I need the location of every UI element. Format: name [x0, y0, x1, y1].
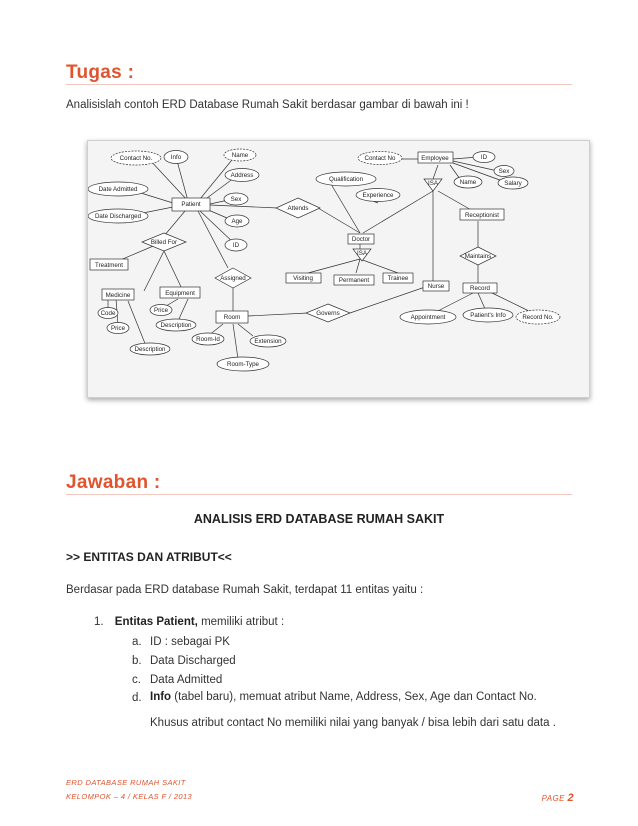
erd-medicine: Medicine [105, 292, 131, 299]
jawaban-heading: Jawaban : [66, 472, 161, 493]
erd-contact-no: Contact No. [119, 155, 153, 162]
erd-isa-employee: ISA [428, 180, 438, 187]
erd-sex: Sex [230, 196, 242, 203]
sub-item-d-line1: (tabel baru), memuat atribut Name, Address, Sex, Age dan Contact No. [171, 691, 537, 703]
erd-attends: Attends [287, 205, 309, 212]
heading-divider [66, 84, 572, 85]
erd-age: Age [231, 218, 243, 225]
erd-svg [88, 141, 589, 397]
intro-text: Berdasar pada ERD database Rumah Sakit, terdapat 11 entitas yaitu : [66, 584, 424, 596]
tugas-heading: Tugas : [66, 62, 135, 83]
erd-id-employee: ID [480, 154, 488, 161]
sub-item-b [132, 655, 236, 667]
erd-appointment: Appointment [410, 314, 446, 321]
erd-extension: Extension [254, 338, 282, 345]
erd-trainee: Trainee [387, 275, 409, 282]
erd-contact-no-employee: Contact No [364, 155, 396, 162]
erd-name: Name [231, 152, 249, 159]
sub-item-b-text: Data Discharged [150, 655, 236, 667]
sub-item-d-line2: Khusus atribut contact No memiliki nilai yang banyak / bisa lebih dari satu data . [150, 717, 556, 729]
erd-isa-doctor: ISA [357, 250, 367, 257]
list-item-1-rest: memiliki atribut : [197, 616, 285, 628]
erd-billed-for: Billed For [150, 239, 178, 246]
instruction-text: Analisislah contoh ERD Database Rumah Sakit berdasar gambar di bawah ini ! [66, 99, 469, 111]
sub-item-c [132, 674, 222, 686]
erd-doctor: Doctor [351, 236, 371, 243]
list-item-1-number: 1. [94, 616, 104, 628]
sub-item-c-text: Data Admitted [150, 674, 223, 686]
jawaban-divider [66, 494, 572, 495]
page-number-value: 2 [567, 792, 574, 804]
erd-info: Info [170, 154, 182, 161]
erd-visiting: Visiting [293, 275, 313, 282]
erd-price-equipment: Price [153, 307, 169, 314]
erd-nurse: Nurse [427, 283, 445, 290]
erd-date-discharged: Date Discharged [94, 213, 142, 220]
erd-maintains: Maintains [464, 253, 492, 260]
erd-id: ID [232, 242, 240, 249]
erd-description-medicine: Description [134, 346, 166, 353]
erd-address: Address [230, 172, 254, 179]
erd-patient: Patient [181, 201, 201, 208]
list-item-1 [94, 616, 284, 628]
sub-item-c-letter: c. [132, 674, 141, 686]
erd-equipment: Equipment [165, 290, 195, 297]
sub-item-a-text: ID : sebagai PK [150, 636, 230, 648]
erd-price-medicine: Price [110, 325, 126, 332]
erd-receptionist: Receptionist [464, 212, 500, 219]
erd-salary: Salary [504, 180, 522, 187]
erd-assigned: Assigned [220, 275, 246, 282]
erd-description-equipment: Description [160, 322, 192, 329]
erd-governs: Governs [316, 310, 340, 317]
erd-record-no: Record No. [522, 314, 554, 321]
erd-room-type: Room-Type [227, 361, 259, 368]
sub-item-d-letter: d. [132, 692, 142, 704]
erd-record: Record [470, 285, 490, 292]
page-label: PAGE [541, 794, 565, 803]
erd-diagram [87, 140, 590, 398]
erd-patients-info: Patient's Info [470, 312, 506, 319]
analysis-title: ANALISIS ERD DATABASE RUMAH SAKIT [193, 512, 445, 526]
erd-qualification: Qualification [328, 176, 364, 183]
erd-permanent: Permanent [338, 277, 370, 284]
sub-item-b-letter: b. [132, 655, 142, 667]
erd-date-admitted: Date Admitted [98, 186, 138, 193]
sub-item-d-bold: Info [150, 691, 172, 703]
erd-employee: Employee [421, 155, 449, 162]
footer-group: KELOMPOK – 4 / KELAS F / 2013 [66, 792, 193, 801]
page-number [542, 792, 574, 804]
erd-room-id: Room-Id [196, 336, 220, 343]
erd-room: Room [223, 314, 241, 321]
sub-item-a-letter: a. [132, 636, 142, 648]
erd-name-employee: Name [459, 179, 477, 186]
erd-experience: Experience [362, 192, 394, 199]
footer-title: ERD DATABASE RUMAH SAKIT [66, 778, 186, 787]
sub-item-d-text [150, 688, 563, 707]
sub-item-a [132, 636, 230, 648]
list-item-1-bold: Entitas Patient, [114, 616, 198, 628]
erd-code: Code [100, 310, 116, 317]
subheading: >> ENTITAS DAN ATRIBUT<< [66, 550, 232, 564]
erd-sex-employee: Sex [498, 168, 510, 175]
erd-treatment: Treatment [95, 262, 123, 269]
